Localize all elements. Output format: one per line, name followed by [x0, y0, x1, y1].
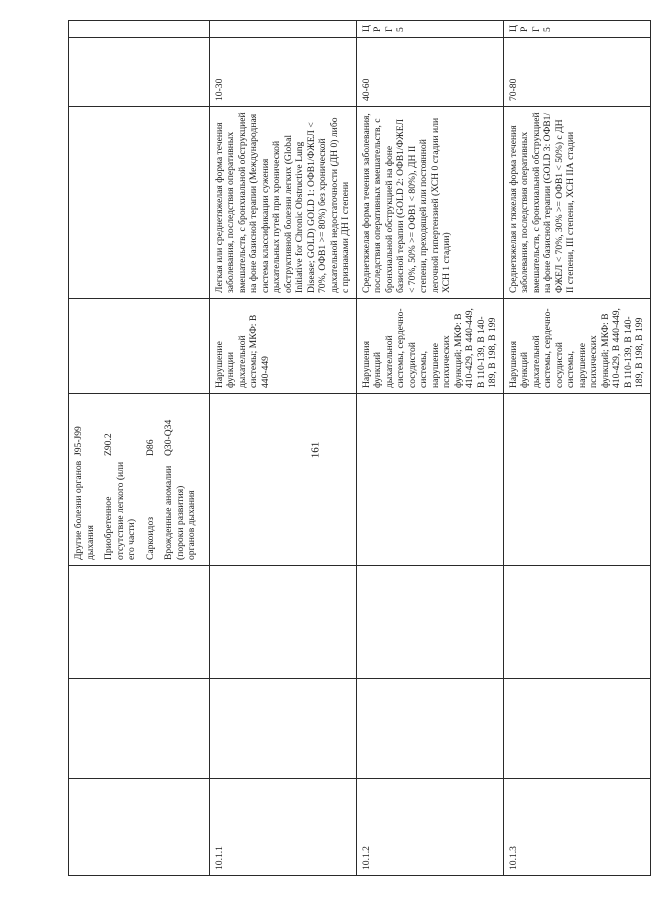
- cell-empty: [69, 21, 210, 38]
- cell-empty: [503, 566, 650, 679]
- disease-block: [163, 399, 198, 560]
- row-id: 10.1.3: [503, 779, 650, 876]
- percent-cell: 40-60: [356, 38, 503, 107]
- function-cell: Нарушение функции дыхательной системы; МКФ: В 440-449: [209, 299, 356, 394]
- cell-empty: [69, 107, 210, 299]
- disease-block: [73, 399, 96, 560]
- percent-cell: 70-80: [503, 38, 650, 107]
- cell-empty: [209, 679, 356, 779]
- description-cell: Легкая или среднетяжелая форма течения заболевания, последствия оперативных вмешательств, с бронхиальной обструкцией на фоне базисной терапии (Международная система классификации сужения дыхательных путей при хронической обструктивной болезни легких (Global Initiative for Chronic Obstructive Lung Disease; GOLD) GOLD 1: ОФВ1/ФЖЕЛ < 70%, ОФВ1 >= 80%) без хронической дыхательной недостаточности (ДН 0) либо с признаками ДН I степени: [209, 107, 356, 299]
- cell-empty: [356, 566, 503, 679]
- description-cell: Среднетяжелая форма течения заболевания, последствия оперативных вмешательств, с бронхиальной обструкцией на фоне базисной терапии (GOLD 2: ОФВ1/ФЖЕЛ < 70%, 50% >= ОФВ1 < 80%), ДН II степени, преходящей или постоянной легочной гипертензией (ХСН 0 стадии или ХСН 1 стадии): [356, 107, 503, 299]
- page-number: 161: [309, 441, 321, 459]
- table-row: [503, 21, 650, 876]
- icd-code: Z90.2: [103, 433, 114, 456]
- description-cell: Среднетяжелая и тяжелая форма течения заболевания, последствия оперативных вмешательств, с бронхиальной обструкцией на фоне базисной терапии (GOLD 3: ОФВ1/ФЖЕЛ < 70%, 30% >= ОФВ1 < 50%) с ДН II степени, III степени, ХСН IIА стадии: [503, 107, 650, 299]
- cell-empty: [209, 394, 356, 566]
- cell-empty: [69, 679, 210, 779]
- row-id: 10.1.2: [356, 779, 503, 876]
- disease-block: [103, 399, 138, 560]
- function-cell: Нарушения функций дыхательной системы, сердечно-сосудистой системы, нарушение психических функций; МКФ: В 410-429, В 440-449, В 110-139, В 140-189, В 198, В 199: [503, 299, 650, 394]
- cell-empty: [69, 299, 210, 394]
- icd-code: Q30-Q34: [163, 419, 174, 456]
- rotated-table-wrapper: [68, 21, 645, 876]
- cell-empty: [356, 394, 503, 566]
- disease-list-cell: [69, 394, 210, 566]
- icd-code: J95-J99: [73, 426, 84, 456]
- table-row: [209, 21, 356, 876]
- icd-code: D86: [144, 439, 156, 456]
- function-cell: Нарушения функций дыхательной системы, сердечно-сосудистой системы, нарушение психических функций; МКФ: В 410-429, В 440-449, В 110-139, В 140-189, В 198, В 199: [356, 299, 503, 394]
- cell-empty: [69, 779, 210, 876]
- cell-empty: [69, 566, 210, 679]
- row-id: 10.1.1: [209, 779, 356, 876]
- note-cell: [209, 21, 356, 38]
- note-cell: ЦРГ 5: [356, 21, 503, 38]
- percent-cell: 10-30: [209, 38, 356, 107]
- disease-label: Саркоидоз: [144, 516, 156, 560]
- disability-criteria-table: [68, 20, 651, 876]
- cell-empty: [209, 566, 356, 679]
- table-row: [356, 21, 503, 876]
- cell-empty: [503, 394, 650, 566]
- disease-label: Приобретенное отсутствие легкого (или его части): [103, 461, 137, 560]
- disease-block: [145, 399, 157, 560]
- note-cell: ЦРГ 5: [503, 21, 650, 38]
- disease-label: Врожденные аномалии (пороки развития) органов дыхания: [163, 465, 197, 560]
- cell-empty: [356, 679, 503, 779]
- disease-label: Другие болезни органов дыхания: [73, 460, 96, 560]
- cell-empty: [69, 38, 210, 107]
- cell-empty: [503, 679, 650, 779]
- table-row-header: [69, 21, 210, 876]
